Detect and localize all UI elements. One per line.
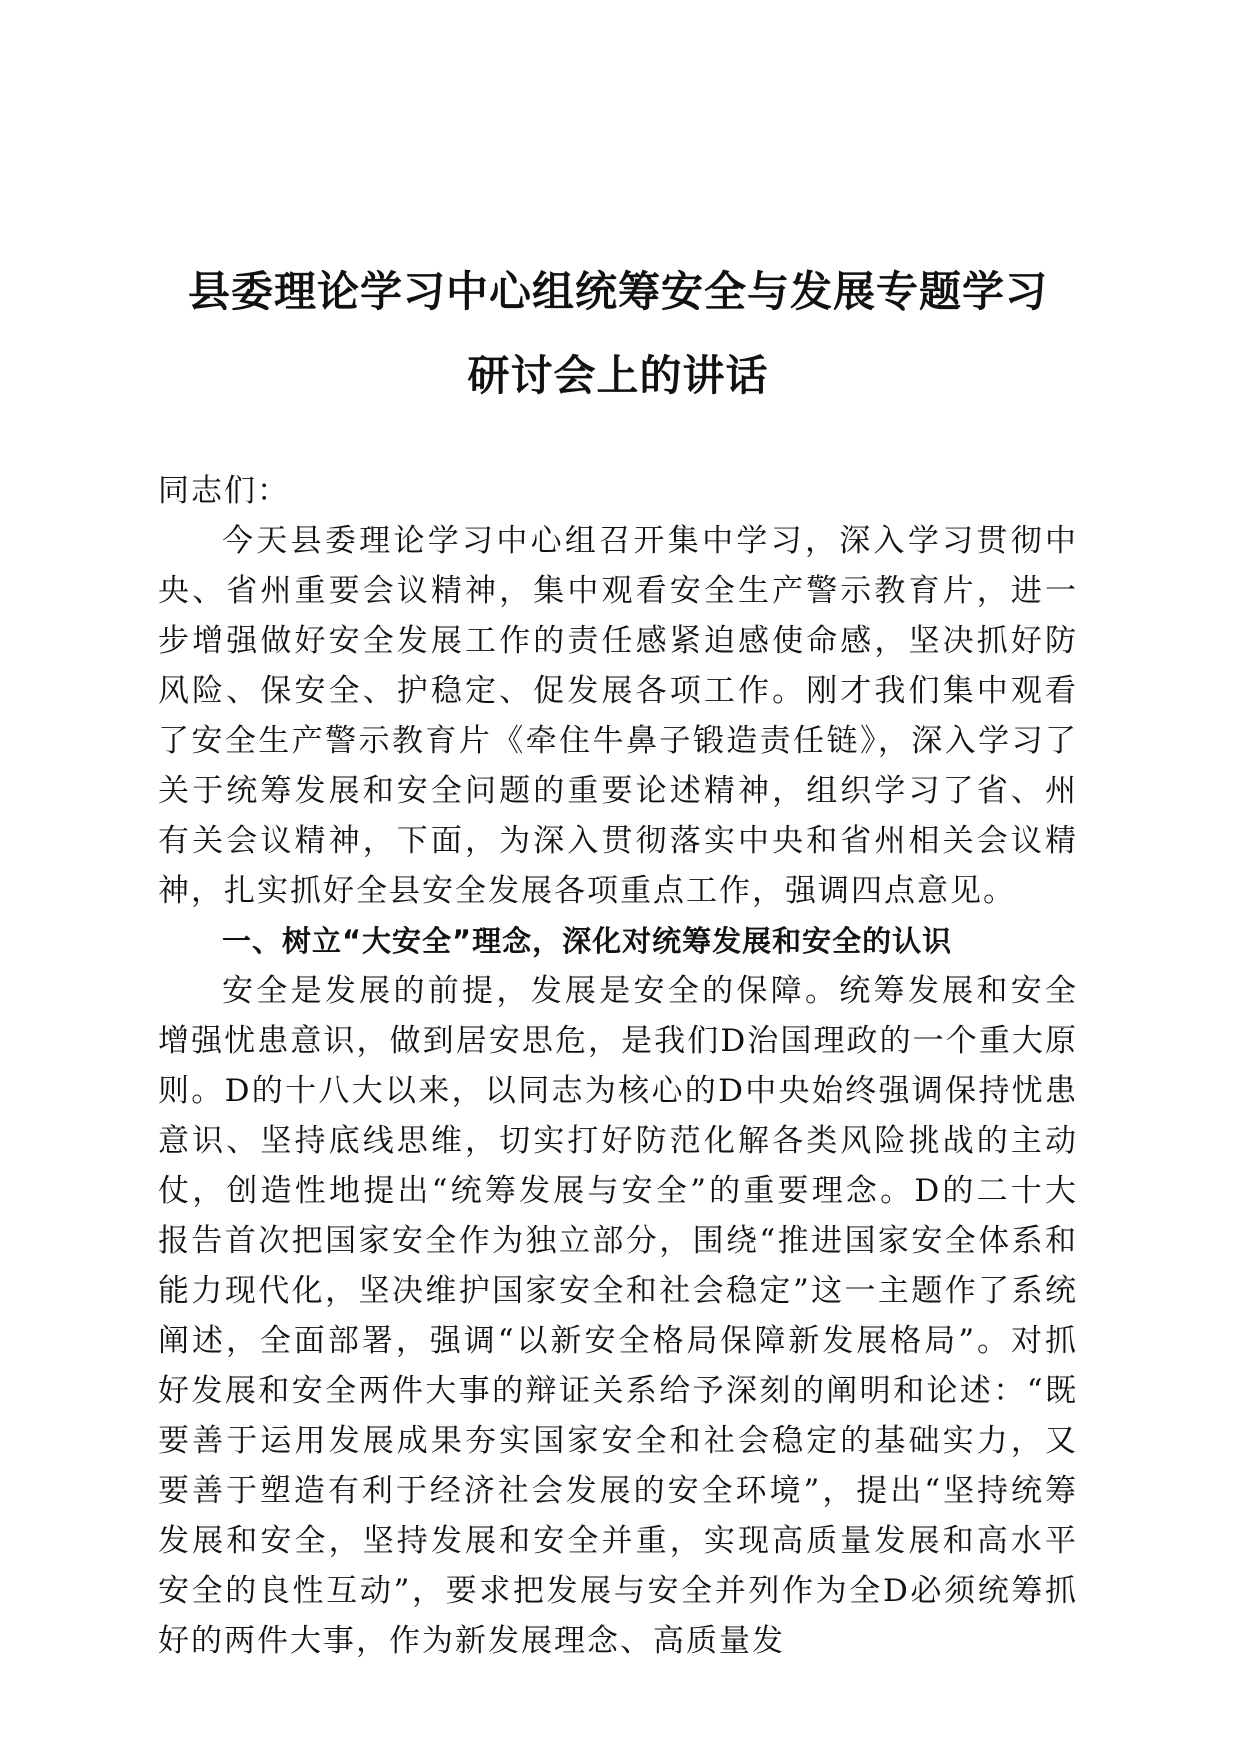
document-page [158,250,1078,1666]
salutation: 同志们： [158,473,290,509]
document-title [158,250,1078,418]
paragraph-2: 安全是发展的前提，发展是安全的保障。统筹发展和安全增强忧患意识，做到居安思危，是我们D治国理政的一个重大原则。D的十八大以来，以同志为核心的D中央始终强调保持忧患意识、坚持底线思维，切实打好防范化解各类风险挑战的主动仗，创造性地提出“统筹发展与安全”的重要理念。D的二十大报告首次把国家安全作为独立部分，围绕“推进国家安全体系和能力现代化，坚决维护国家安全和社会稳定”这一主题作了系统阐述，全面部署，强调“以新安全格局保障新发展格局”。对抓好发展和安全两件大事的辩证关系给予深刻的阐明和论述：“既要善于运用发展成果夯实国家安全和社会稳定的基础实力，又要善于塑造有利于经济社会发展的安全环境”，提出“坚持统筹发展和安全，坚持发展和安全并重，实现高质量发展和高水平安全的良性互动”，要求把发展与安全并列作为全D必须统筹抓好的两件大事，作为新发展理念、高质量发 [158,973,1078,1659]
title-line-2: 研讨会上的讲话 [467,351,769,400]
paragraph-1: 今天县委理论学习中心组召开集中学习，深入学习贯彻中央、省州重要会议精神，集中观看安全生产警示教育片，进一步增强做好安全发展工作的责任感紧迫感使命感，坚决抓好防风险、保安全、护稳定、促发展各项工作。刚才我们集中观看了安全生产警示教育片《牵住牛鼻子锻造责任链》，深入学习了关于统筹发展和安全问题的重要论述精神，组织学习了省、州有关会议精神，下面，为深入贯彻落实中央和省州相关会议精神，扎实抓好全县安全发展各项重点工作，强调四点意见。 [158,523,1078,909]
document-body [158,466,1078,1666]
title-line-1: 县委理论学习中心组统筹安全与发展专题学习 [187,267,1048,316]
section-heading-1: 一、树立“大安全”理念，深化对统筹发展和安全的认识 [222,924,953,958]
